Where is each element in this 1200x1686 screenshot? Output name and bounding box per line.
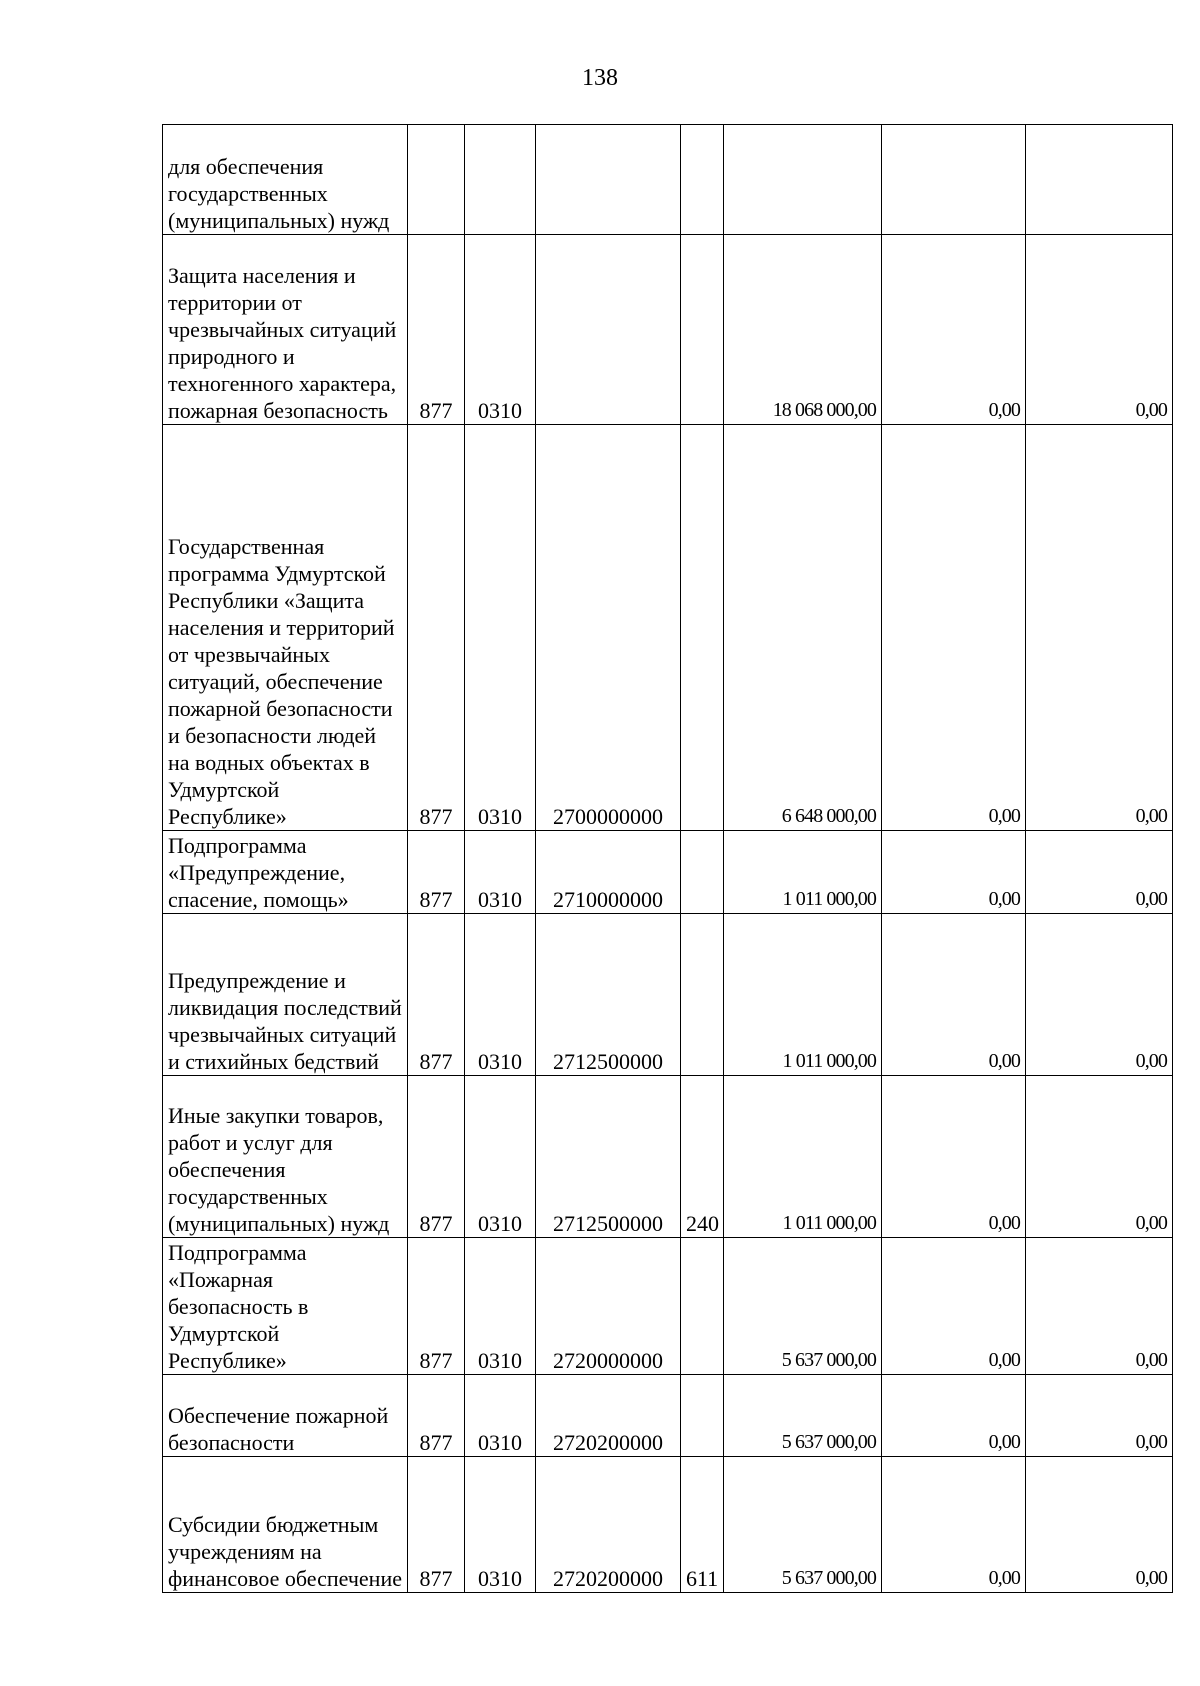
ved-code-cell: 877 — [408, 831, 465, 914]
table-row — [163, 1457, 1173, 1593]
table-row — [163, 235, 1173, 425]
section-code-cell — [465, 125, 536, 235]
row-name-cell: Подпрограмма «Предупреждение, спасение, помощь» — [163, 831, 408, 914]
amount-year2-cell: 0,00 — [882, 1375, 1026, 1457]
amount-year2-cell: 0,00 — [882, 914, 1026, 1076]
amount-year1-cell: 6 648 000,00 — [724, 425, 882, 831]
amount-year1-cell: 18 068 000,00 — [724, 235, 882, 425]
amount-year1-cell: 1 011 000,00 — [724, 1076, 882, 1238]
target-article-cell: 2720000000 — [536, 1238, 681, 1375]
row-name-cell: для обеспечения государственных (муниципальных) нужд — [163, 125, 408, 235]
amount-year2-cell: 0,00 — [882, 1238, 1026, 1375]
section-code-cell: 0310 — [465, 831, 536, 914]
section-code-cell: 0310 — [465, 1238, 536, 1375]
amount-year2-cell: 0,00 — [882, 1457, 1026, 1593]
ved-code-cell: 877 — [408, 235, 465, 425]
amount-year3-cell: 0,00 — [1026, 831, 1173, 914]
section-code-cell: 0310 — [465, 914, 536, 1076]
amount-year3-cell: 0,00 — [1026, 914, 1173, 1076]
amount-year1-cell: 1 011 000,00 — [724, 914, 882, 1076]
expense-type-cell: 240 — [681, 1076, 724, 1238]
target-article-cell — [536, 125, 681, 235]
row-name-cell: Обеспечение пожарной безопасности — [163, 1375, 408, 1457]
amount-year1-cell: 1 011 000,00 — [724, 831, 882, 914]
section-code-cell: 0310 — [465, 425, 536, 831]
target-article-cell: 2710000000 — [536, 831, 681, 914]
row-name-cell: Государственная программа Удмуртской Республики «Защита населения и территорий от чрезвычайных ситуаций, обеспечение пожарной безопасности и безопасности людей на водных объектах в Удмуртской Республике» — [163, 425, 408, 831]
amount-year3-cell: 0,00 — [1026, 425, 1173, 831]
amount-year2-cell: 0,00 — [882, 831, 1026, 914]
target-article-cell: 2712500000 — [536, 1076, 681, 1238]
target-article-cell: 2720200000 — [536, 1375, 681, 1457]
table-row — [163, 425, 1173, 831]
amount-year3-cell: 0,00 — [1026, 1076, 1173, 1238]
expense-type-cell — [681, 425, 724, 831]
row-name-cell: Подпрограмма «Пожарная безопасность в Удмуртской Республике» — [163, 1238, 408, 1375]
amount-year2-cell: 0,00 — [882, 1076, 1026, 1238]
ved-code-cell — [408, 125, 465, 235]
target-article-cell — [536, 235, 681, 425]
ved-code-cell: 877 — [408, 425, 465, 831]
expense-type-cell — [681, 235, 724, 425]
amount-year1-cell: 5 637 000,00 — [724, 1375, 882, 1457]
amount-year2-cell: 0,00 — [882, 235, 1026, 425]
ved-code-cell: 877 — [408, 1238, 465, 1375]
page-number: 138 — [582, 65, 618, 91]
expense-type-cell: 611 — [681, 1457, 724, 1593]
expense-type-cell — [681, 1375, 724, 1457]
ved-code-cell: 877 — [408, 1375, 465, 1457]
amount-year3-cell: 0,00 — [1026, 1457, 1173, 1593]
table-row — [163, 1238, 1173, 1375]
row-name-cell: Иные закупки товаров, работ и услуг для обеспечения государственных (муниципальных) нужд — [163, 1076, 408, 1238]
target-article-cell: 2700000000 — [536, 425, 681, 831]
ved-code-cell: 877 — [408, 914, 465, 1076]
amount-year1-cell: 5 637 000,00 — [724, 1238, 882, 1375]
row-name-cell: Субсидии бюджетным учреждениям на финансовое обеспечение — [163, 1457, 408, 1593]
section-code-cell: 0310 — [465, 235, 536, 425]
target-article-cell: 2720200000 — [536, 1457, 681, 1593]
row-name-cell: Защита населения и территории от чрезвычайных ситуаций природного и техногенного характера, пожарная безопасность — [163, 235, 408, 425]
expense-type-cell — [681, 914, 724, 1076]
target-article-cell: 2712500000 — [536, 914, 681, 1076]
table-row — [163, 125, 1173, 235]
row-name-cell: Предупреждение и ликвидация последствий чрезвычайных ситуаций и стихийных бедствий — [163, 914, 408, 1076]
amount-year2-cell — [882, 125, 1026, 235]
table-row — [163, 1076, 1173, 1238]
amount-year3-cell — [1026, 125, 1173, 235]
table-row — [163, 831, 1173, 914]
budget-table — [162, 124, 1173, 1593]
ved-code-cell: 877 — [408, 1457, 465, 1593]
table-row — [163, 1375, 1173, 1457]
table-row — [163, 914, 1173, 1076]
section-code-cell: 0310 — [465, 1375, 536, 1457]
amount-year3-cell: 0,00 — [1026, 1375, 1173, 1457]
expense-type-cell — [681, 125, 724, 235]
section-code-cell: 0310 — [465, 1457, 536, 1593]
expense-type-cell — [681, 831, 724, 914]
amount-year1-cell: 5 637 000,00 — [724, 1457, 882, 1593]
ved-code-cell: 877 — [408, 1076, 465, 1238]
section-code-cell: 0310 — [465, 1076, 536, 1238]
amount-year1-cell — [724, 125, 882, 235]
amount-year3-cell: 0,00 — [1026, 1238, 1173, 1375]
expense-type-cell — [681, 1238, 724, 1375]
amount-year2-cell: 0,00 — [882, 425, 1026, 831]
amount-year3-cell: 0,00 — [1026, 235, 1173, 425]
